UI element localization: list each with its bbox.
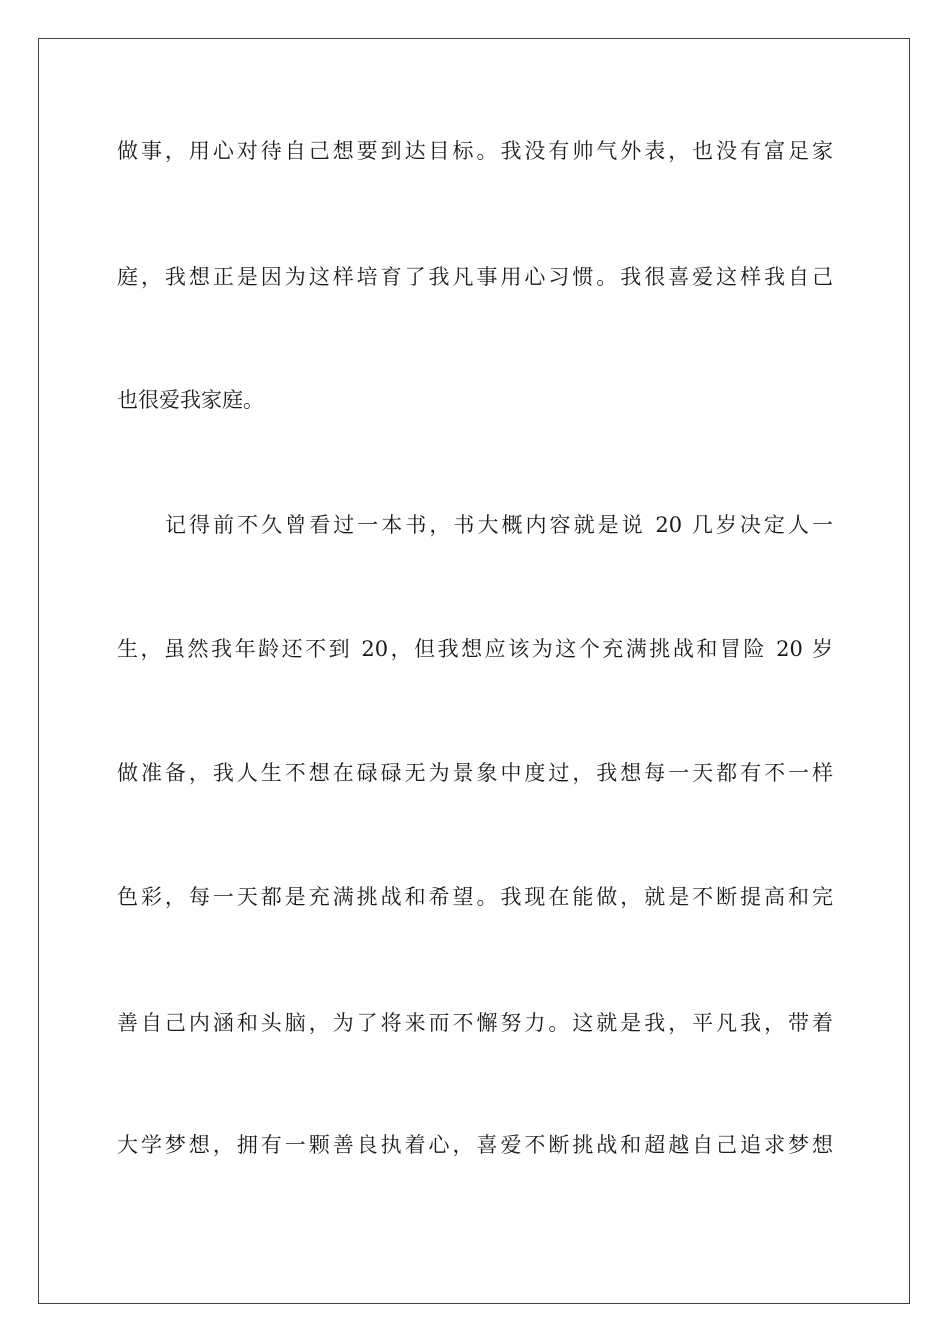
page-border <box>38 38 910 1304</box>
text-line: 记得前不久曾看过一本书，书大概内容就是说 20 几岁决定人一 <box>165 513 833 537</box>
text-line: 色彩，每一天都是充满挑战和希望。我现在能做，就是不断提高和完 <box>117 885 833 909</box>
text-line: 生，虽然我年龄还不到 20，但我想应该为这个充满挑战和冒险 20 岁 <box>117 637 833 661</box>
text-line: 善自己内涵和头脑，为了将来而不懈努力。这就是我，平凡我，带着 <box>117 1011 833 1035</box>
text-line: 做准备，我人生不想在碌碌无为景象中度过，我想每一天都有不一样 <box>117 761 833 785</box>
text-line: 大学梦想，拥有一颗善良执着心，喜爱不断挑战和超越自己追求梦想 <box>117 1133 833 1157</box>
text-line: 庭，我想正是因为这样培育了我凡事用心习惯。我很喜爱这样我自己 <box>117 265 833 289</box>
text-line: 也很爱我家庭。 <box>117 388 264 412</box>
text-line: 做事，用心对待自己想要到达目标。我没有帅气外表，也没有富足家 <box>117 139 833 163</box>
